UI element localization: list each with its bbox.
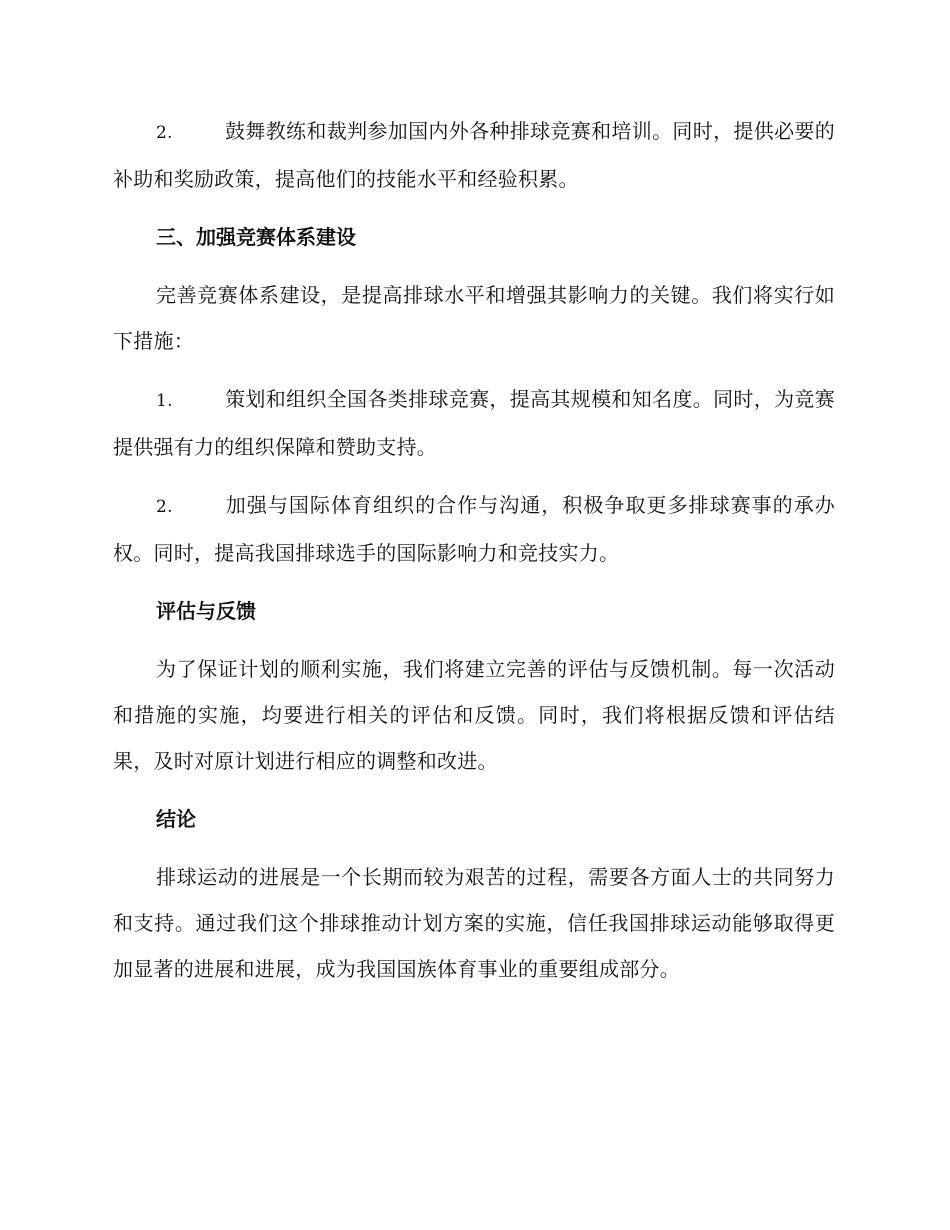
paragraph-conclusion: 排球运动的进展是一个长期而较为艰苦的过程，需要各方面人士的共同努力和支持。通过我们这个排球推动计划方案的实施，信任我国排球运动能够取得更加显著的进展和进展，成为我国国族体育事业的重要组成部分。 bbox=[113, 865, 835, 981]
list-number: 2. bbox=[156, 497, 173, 517]
document-page bbox=[113, 108, 835, 992]
paragraph-competition-intro: 完善竞赛体系建设，是提高排球水平和增强其影响力的关键。我们将实行如下措施： bbox=[113, 283, 835, 353]
section-heading-competition-system: 三、加强竞赛体系建设 bbox=[156, 225, 356, 249]
paragraph-evaluation: 为了保证计划的顺利实施，我们将建立完善的评估与反馈机制。每一次活动和措施的实施，均要进行相关的评估和反馈。同时，我们将根据反馈和评估结果，及时对原计划进行相应的调整和改进。 bbox=[113, 657, 835, 773]
list-item-text: 鼓舞教练和裁判参加国内外各种排球竞赛和培训。同时，提供必要的补助和奖励政策，提高他们的技能水平和经验积累。 bbox=[113, 119, 835, 191]
section-heading-evaluation: 评估与反馈 bbox=[156, 599, 256, 623]
list-item-national-competitions bbox=[113, 376, 835, 470]
section-heading-conclusion: 结论 bbox=[156, 807, 196, 831]
list-item-text: 策划和组织全国各类排球竞赛，提高其规模和知名度。同时，为竞赛提供强有力的组织保障和赞助支持。 bbox=[113, 387, 835, 459]
list-item-text: 加强与国际体育组织的合作与沟通，积极争取更多排球赛事的承办权。同时，提高我国排球选手的国际影响力和竞技实力。 bbox=[113, 493, 835, 565]
list-number: 1. bbox=[156, 391, 173, 411]
list-item-international-cooperation bbox=[113, 482, 835, 576]
list-item-coach-training bbox=[113, 108, 835, 202]
list-number: 2. bbox=[156, 123, 173, 143]
